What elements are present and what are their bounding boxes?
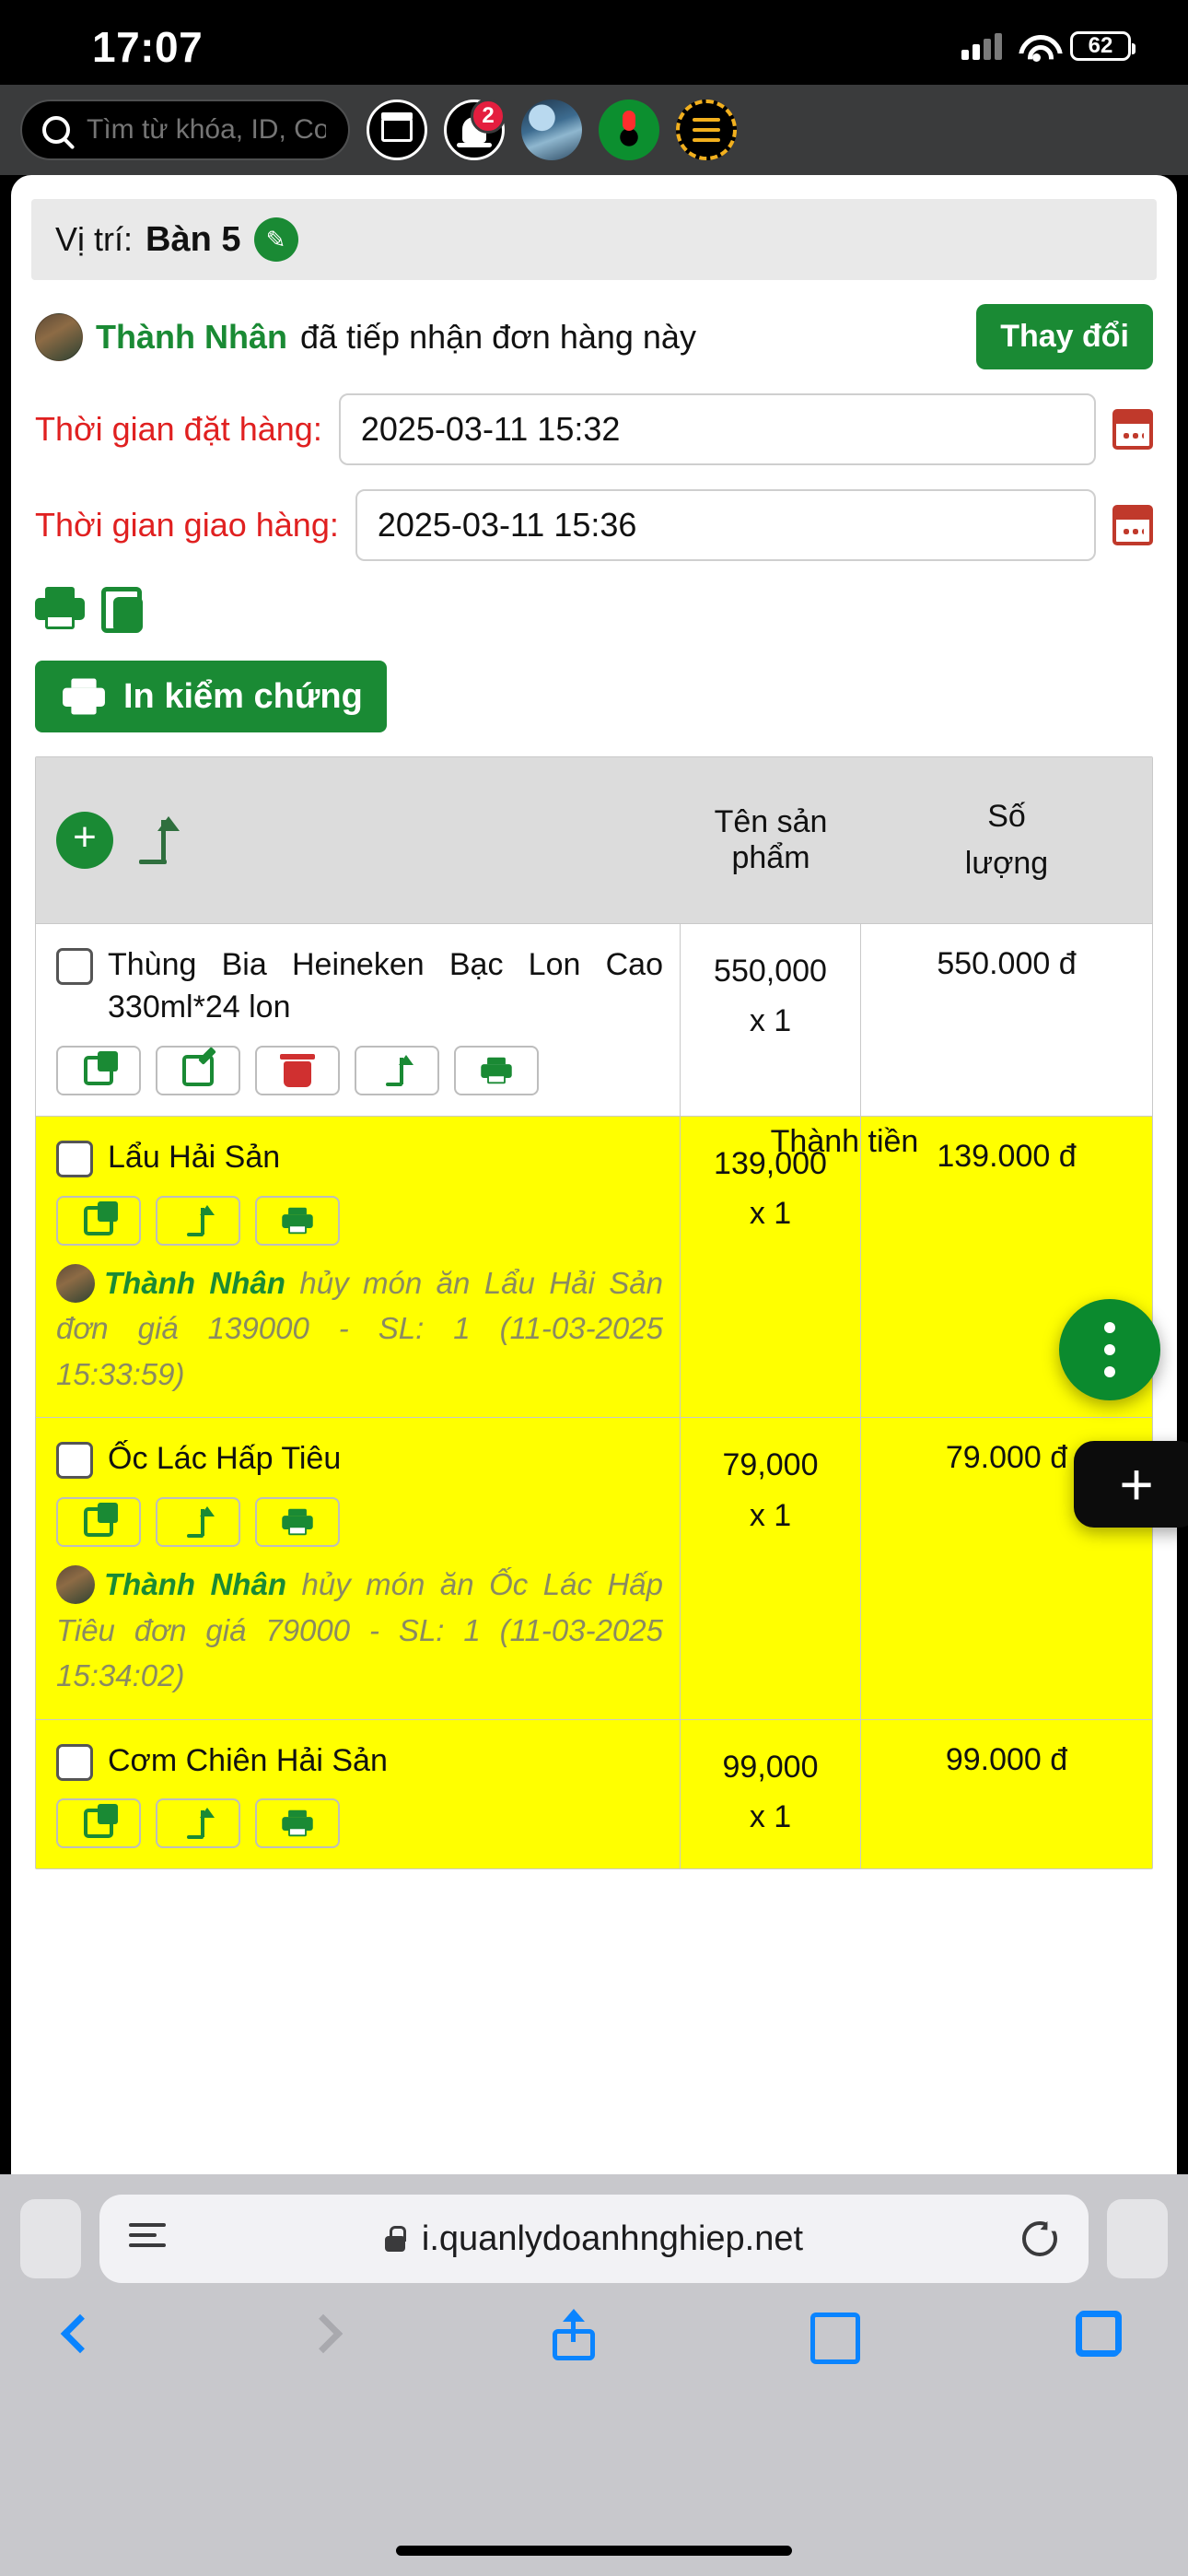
previous-tab-preview[interactable] [20,2199,81,2278]
location-value: Bàn 5 [146,219,241,259]
product-name: Ốc Lác Hấp Tiêu [108,1441,342,1477]
add-product-icon[interactable]: + [56,812,113,869]
row-qty-cell [681,924,861,1116]
status-bar [0,0,1188,85]
row-total-cell: 550.000 đ [937,946,1077,981]
column-header-name: Tên sản phẩm [714,804,828,875]
search-bar[interactable] [20,100,350,160]
search-input[interactable] [85,113,328,146]
row-actions [56,1196,663,1246]
home-indicator [396,2546,792,2556]
assignee-text: đã tiếp nhận đơn hàng này [299,317,696,356]
battery-icon [1070,31,1131,61]
print-verification-button[interactable] [35,661,387,732]
print-item-icon[interactable] [255,1196,340,1246]
hamburger-icon[interactable] [676,100,737,160]
open-detail-icon[interactable] [56,1046,141,1095]
page-settings-icon[interactable] [129,2223,166,2254]
store-icon [381,118,413,142]
product-name: Lẩu Hải Sản [108,1139,281,1175]
wifi-icon [1019,33,1054,59]
edit-item-icon[interactable] [156,1046,240,1095]
row-name-cell [36,1117,681,1417]
notifications-badge: 2 [471,99,506,134]
table-header-tools [36,812,681,869]
web-content [11,175,1177,2174]
row-checkbox[interactable] [56,1141,93,1177]
row-checkbox[interactable] [56,948,93,985]
column-header-total: Thành tiền [770,1124,919,1159]
print-item-icon[interactable] [454,1046,539,1095]
product-name: Cơm Chiên Hải Sản [108,1742,388,1778]
row-name-cell [36,1418,681,1718]
unit-price: 99,000 [722,1749,819,1785]
delete-item-icon[interactable] [255,1046,340,1095]
floating-menu-button[interactable] [1059,1299,1160,1400]
marketplace-button[interactable] [367,100,427,160]
row-name-cell [36,924,681,1116]
note-text: hủy món ăn Lẩu Hải Sản đơn giá 139000 - SL: 1 (11-03-2025 15:33:59) [56,1265,664,1391]
note-author: Thành Nhân [104,1265,285,1300]
app-top-bar [0,85,1188,175]
products-table [35,756,1153,1869]
change-assignee-button[interactable]: Thay đổi [976,304,1153,369]
move-item-icon[interactable] [156,1798,240,1848]
move-up-icon[interactable] [134,816,176,864]
address-bar[interactable] [99,2195,1089,2283]
order-time-row [35,393,1153,465]
row-qty-cell [681,1418,861,1718]
search-icon [42,116,70,144]
table-header [36,757,1152,923]
row-note [56,1260,663,1398]
lock-icon [385,2226,405,2252]
assignee-name: Thành Nhân [96,317,287,356]
quantity: x 1 [749,1003,792,1039]
back-button[interactable] [61,2314,99,2353]
row-total-cell: 99.000 đ [945,1741,1068,1777]
app-shortcut-avatar[interactable] [599,100,659,160]
note-avatar [56,1264,95,1303]
print-icon[interactable] [35,587,85,629]
cellular-signal-icon [961,32,1002,60]
status-indicators [961,31,1131,61]
row-total-cell: 79.000 đ [945,1440,1068,1476]
status-time: 17:07 [92,23,204,71]
print-item-icon[interactable] [255,1798,340,1848]
column-header-qty: Số lượng [964,799,1049,881]
product-name: Thùng Bia Heineken Bạc Lon Cao 330ml*24 lon [108,947,663,1025]
browser-nav-row [0,2283,1188,2360]
row-total-cell: 139.000 đ [937,1138,1077,1174]
move-item-icon[interactable] [156,1196,240,1246]
url-text: i.quanlydoanhnghiep.net [421,2219,804,2258]
copy-icon[interactable] [101,587,146,633]
table-row [36,1116,1152,1417]
notifications-button[interactable] [444,100,505,160]
row-actions [56,1798,663,1848]
tabs-button[interactable] [1076,2311,1122,2357]
browser-bottom-bar [0,2174,1188,2576]
row-name-cell [36,1720,681,1869]
next-tab-preview[interactable] [1107,2199,1168,2278]
edit-location-icon[interactable]: ✎ [254,217,298,262]
profile-avatar[interactable] [521,100,582,160]
open-detail-icon[interactable] [56,1497,141,1547]
print-icon [63,678,105,714]
delivery-time-input[interactable] [355,489,1096,561]
location-bar [31,199,1157,280]
row-qty-cell [681,1720,861,1869]
assignee-row [35,304,1153,369]
note-text: hủy món ăn Ốc Lác Hấp Tiêu đơn giá 79000 - SL: 1 (11-03-2025 15:34:02) [56,1567,663,1693]
row-qty-cell [681,1117,861,1417]
unit-price: 139,000 [714,1145,827,1181]
row-actions [56,1497,663,1547]
assignee-avatar [35,313,83,361]
battery-level: 62 [1088,33,1113,58]
move-item-icon[interactable] [355,1046,439,1095]
print-actions [35,587,1153,633]
delivery-time-label: Thời gian giao hàng: [35,506,339,544]
unit-price: 550,000 [714,954,827,989]
move-item-icon[interactable] [156,1497,240,1547]
table-row [36,1417,1152,1718]
calendar-icon[interactable] [1112,505,1153,545]
bookmarks-button[interactable] [810,2313,860,2355]
quantity: x 1 [749,1196,792,1232]
order-time-input[interactable] [339,393,1096,465]
row-checkbox[interactable] [56,1744,93,1781]
url-row [0,2174,1188,2283]
table-row [36,923,1152,1116]
share-button[interactable] [553,2307,595,2360]
order-time-label: Thời gian đặt hàng: [35,410,322,448]
delivery-time-row [35,489,1153,561]
unit-price: 79,000 [722,1447,819,1483]
open-detail-icon[interactable] [56,1798,141,1848]
forward-button[interactable] [304,2314,343,2353]
quantity: x 1 [749,1497,792,1533]
row-note [56,1562,663,1699]
open-detail-icon[interactable] [56,1196,141,1246]
floating-add-button[interactable]: + [1074,1441,1188,1528]
table-row [36,1719,1152,1869]
quantity: x 1 [749,1798,792,1834]
row-actions [56,1046,663,1095]
reload-icon[interactable] [1022,2221,1057,2256]
row-checkbox[interactable] [56,1442,93,1479]
note-author: Thành Nhân [104,1567,286,1602]
calendar-icon[interactable] [1112,409,1153,450]
print-verification-label: In kiểm chứng [123,676,363,716]
print-item-icon[interactable] [255,1497,340,1547]
note-avatar [56,1565,95,1604]
location-label: Vị trí: [55,220,134,258]
